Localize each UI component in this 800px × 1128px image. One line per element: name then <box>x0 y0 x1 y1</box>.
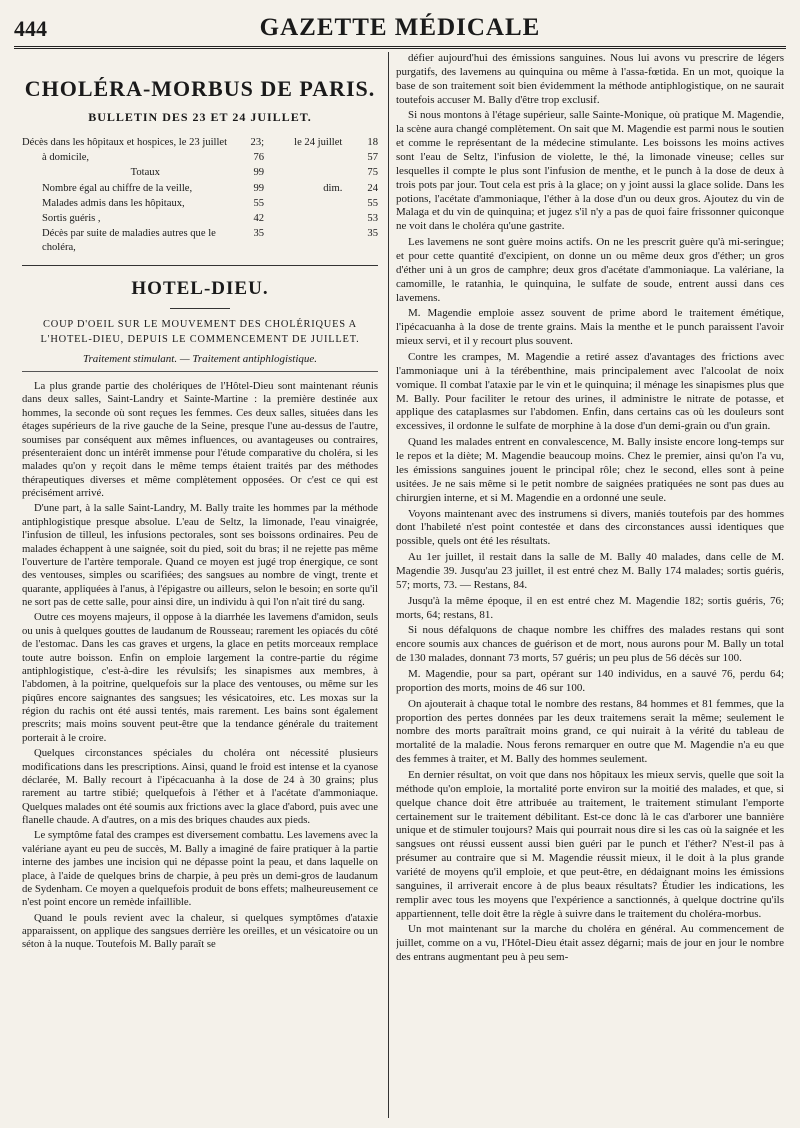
stats-value-23: 99 <box>253 167 265 179</box>
header-rule <box>14 46 786 49</box>
stats-mid: le 24 juillet <box>294 137 343 148</box>
stats-row <box>22 165 378 180</box>
stats-label: Décès par suite de maladies autres que le choléra, <box>42 228 216 253</box>
stats-value-23: 42 <box>253 213 265 225</box>
paragraph: Quand les malades entrent en convalescence, M. Bally insiste encore long-temps sur le repos et la diète; M. Magendie beaucoup moins. Chez le premier, ainsi qu'on l'a vu, les émissions sanguines jouent le principal rôle; chez le second, elles sont à peine usitées. Je ne sais même si le petit nombre de saignées pratiquées ne sont pas dues au chirurgien interne, et si M. Magendie en a ordonné une seule. <box>396 436 784 504</box>
stats-value-24: 75 <box>367 167 378 179</box>
paragraph: Quelques circonstances spéciales du choléra ont nécessité plusieurs modifications dans les prescriptions. Ainsi, quand le froid est intense et la cyanose déclarée, M. Bally recourt à l'ipécacuanha à la dose de 24 à 30 grains; plus rarement au tartre stibié; quelquefois à l'éther et à l'acétate d'ammoniaque. Quelques malades ont été soumis aux frictions avec la glace d'abord, puis avec une flanelle chaude. A d'autres, on a mis des briques chaudes aux pieds. <box>22 747 378 827</box>
bulletin-heading: BULLETIN DES 23 ET 24 JUILLET. <box>88 110 312 124</box>
stats-row <box>22 181 378 196</box>
stats-label: Malades admis dans les hôpitaux, <box>42 197 185 209</box>
paragraph: Voyons maintenant avec des instrumens si divers, maniés toutefois par des hommes dont l'habileté n'est point contestée et dans des circonstances aussi identiques que possible, quels ont été les résultats. <box>396 507 784 548</box>
paragraph: Contre les crampes, M. Magendie a retiré assez d'avantages des frictions avec l'ammoniaque uni à la térébenthine, mais principalement avec l'alcoolat de noix vomique. Il combat l'ataxie par le vin et le quinquina; il ménage les sinapismes plus que M. Bally. Pour faciliter le retour des urines, il administre le nitrate de potasse, et applique des cataplasmes sur l'abdomen. Enfin, dans certains cas où les douleurs sont excessives, il ordonne le sulfate de morphine à la dose d'un demi-grain ou d'un grain. <box>396 351 784 433</box>
stats-mid <box>264 196 342 211</box>
paragraph: défier aujourd'hui des émissions sanguines. Nous lui avons vu prescrire de légers purgatifs, des lavemens au quinquina ou même à l'assa-fœtida. En un mot, quoique la base de son traitement soit bien évidemment la méthode antiphlogistique, on ne saurait toutefois accuser M. Bally d'être trop exclusif. <box>396 52 784 106</box>
paragraph: M. Magendie, pour sa part, opérant sur 140 individus, en a sauvé 76, perdu 64; proportion des morts, moins de 46 sur 100. <box>396 667 784 694</box>
paragraph: Outre ces moyens majeurs, il oppose à la diarrhée les lavemens d'amidon, seuls ou unis à quelques gouttes de laudanum de Rousseau; rarement les opiacés du côté de l'estomac. Dans les cas graves et urgens, la glace en petits morceaux remplace toute autre boisson. Enfin on emploie largement la contre-partie du régime antiphlogistique, c'est-à-dire les révulsifs; les sinapismes aux membres, à l'abdomen, à la poitrine, quelquefois sur la place des ventouses, ou même sur les piqûres encore saignantes des sangsues; les vésicatoires, etc. Les moxas sur la région du rachis ont été aussi tentés, mais rarement. Les bains sont également prescrits; mais moins souvent peut-être que la tendance générale du traitement porterait à le croire. <box>22 611 378 744</box>
hotel-dieu-title: HOTEL-DIEU. <box>131 277 269 299</box>
stats-mid <box>264 211 342 226</box>
paragraph: On ajouterait à chaque total le nombre des restans, 84 hommes et 81 femmes, que la proportion des pertes données par les deux traitemens serait la même; seulement le nombre des morts paraîtrait moins grand, ce qui nuirait à la vérité du tableau de mortalité de la maladie. Nous ferons remarquer en outre que M. Magendie n'a eu que des femmes à traiter, et M. Bally des hommes seulement. <box>396 697 784 766</box>
cholera-title: CHOLÉRA-MORBUS DE PARIS. <box>24 76 376 101</box>
short-rule <box>170 308 230 309</box>
stats-mid: dim. <box>323 182 343 194</box>
stats-value-24: 53 <box>367 213 378 225</box>
right-column <box>396 52 784 1122</box>
stats-row <box>22 135 378 150</box>
stats-label: à domicile, <box>42 152 90 164</box>
stats-value-24: 35 <box>367 228 378 240</box>
stats-value-23: 99 <box>253 182 265 194</box>
paragraph: Un mot maintenant sur la marche du choléra en général. Au commencement de juillet, comme on a vu, l'Hôtel-Dieu était assez dégarni; mais de jour en jour le nombre des entrans augmentant peu à peu sem- <box>396 923 784 964</box>
stats-value-23: 76 <box>253 152 265 164</box>
stats-row <box>22 226 378 254</box>
left-body-text <box>22 380 378 952</box>
paragraph: Jusqu'à la même époque, il en est entré chez M. Magendie 182; sortis guéris, 76; morts, 64; restans, 81. <box>396 594 784 621</box>
stats-row <box>22 211 378 226</box>
stats-table <box>22 135 378 255</box>
paragraph: La plus grande partie des cholériques de l'Hôtel-Dieu sont maintenant réunis dans deux salles, Saint-Landry et Sainte-Martine : la première destinée aux hommes, la seconde où sont reçues les femmes. Ces deux salles, situées dans les étages supérieurs de la rive gauche de la Seine, presque l'une au-dessus de l'autre, soumises par conséquent aux mêmes influences, ou avantageuses ou contraires, présenteraient donc un intérêt immense pour l'étude comparative du choléra, si les malades qu'on y reçoit dans le même temps étaient traités par des méthodes thérapeutiques diverses et même complètement opposées. Or c'est ce qui est précisément arrivé. <box>22 380 378 500</box>
column-divider <box>388 52 389 1118</box>
stats-value-23: 23; <box>250 137 265 148</box>
page-header <box>14 12 786 48</box>
stats-value-24: 24 <box>367 182 378 194</box>
stats-value-24: 57 <box>367 152 378 164</box>
stats-row <box>22 196 378 211</box>
paragraph: Les lavemens ne sont guère moins actifs. On ne les prescrit guère qu'à mi-seringue; et pour cette quantité d'excipient, on donne un ou même deux gros d'éther; un gros d'éther uni à un gros de camphre; deux gros d'acétate d'ammoniaque. La valériane, la camomille, le ratanhia, le quinquina, le sulfate de soude, entrent aussi dans ces lavemens. <box>396 236 784 304</box>
stats-label: Totaux <box>130 167 160 179</box>
stats-mid <box>264 150 342 165</box>
masthead-title: GAZETTE MÉDICALE <box>259 14 541 41</box>
left-column <box>22 56 378 1120</box>
paragraph: Au 1er juillet, il restait dans la salle de M. Bally 40 malades, dans celle de M. Magendie 39. Jusqu'au 23 juillet, il est entré chez M. Bally 174 malades; sortis guéris, 57; morts, 73. — Restans, 84. <box>396 551 784 591</box>
paragraph: Le symptôme fatal des crampes est diversement combattu. Les lavemens avec la valériane ayant eu peu de succès, M. Bally a imaginé de faire pratiquer à la partie interne des jambes une incision qui ne dépasse point la peau, et dans laquelle on place, à l'aide de quelques brins de charpie, à peu près un demi-gros de laudanum de Sydenham. Ce moyen a quelquefois produit de bons effets; malheureusement ce n'est point encore un remède infaillible. <box>22 829 378 909</box>
page-number: 444 <box>14 16 47 41</box>
paragraph: M. Magendie emploie assez souvent de prime abord le traitement émétique, l'ipécacuanha à la dose de trente grains. Mais la menthe et le punch paraissent l'avoir mieux servi, et il y recourt plus souvent. <box>396 307 784 348</box>
paragraph: En dernier résultat, on voit que dans nos hôpitaux les mieux servis, quelle que soit la méthode qu'on emploie, la mortalité porte environ sur la moitié des malades, et que, si quelque chance doit être attribuée au traitement, le traitement stimulant l'emporte certainement sur le traitement débilitant. Est-ce donc là le cas d'arborer une bannière unique et de stimuler toujours? Mais qui pourrait nous dire si les cas où la saignée et les sangsues ont réussi eussent aussi bien guéri par le punch et l'éther? N'est-il pas à présumer au contraire que si M. Magendie réussit mieux, il le doit à la plus grande variété de moyens qu'il emploie, et que peut-être, en dédaignant moins les émissions sanguines, il arriverait encore à de plus beaux résultats? Étudier les indications, les remplir avec tous les moyens que l'expérience a sanctionnés, à quelque doctrine qu'ils appartiennent, telle doit être la règle à suivre dans le traitement du choléra-morbus. <box>396 768 784 920</box>
stats-value-23: 35 <box>253 228 265 240</box>
stats-label: Décès dans les hôpitaux et hospices, le 23 juillet <box>22 137 228 148</box>
stats-value-24: 18 <box>367 137 378 148</box>
stats-label: Nombre égal au chiffre de la veille, <box>42 182 193 194</box>
paragraph: Quand le pouls revient avec la chaleur, si quelques symptômes d'ataxie apparaissent, on applique des sangsues derrière les oreilles, et un vésicatoire ou un séton à la nuque. Toutefois M. Bally paraît se <box>22 911 378 951</box>
stats-value-23: 55 <box>253 197 265 209</box>
paragraph: Si nous défalquons de chaque nombre les chiffres des malades restans qui sont encore soumis aux chances de guérison et de mort, nous aurons pour M. Bally un total de 130 malades, donnant 73 morts, 57 guéris; un peu plus de 56 décès sur 100. <box>396 624 784 665</box>
stats-label: Sortis guéris , <box>42 213 101 225</box>
stats-row <box>22 150 378 165</box>
stats-mid <box>264 226 342 254</box>
paragraph: D'une part, à la salle Saint-Landry, M. Bally traite les hommes par la méthode antiphlogistique presque absolue. L'eau de Seltz, la limonade, l'eau vinaigrée, l'infusion de tilleul, les infusions pectorales, sont ses boissons ordinaires. Peu de malades échappent à une saignée, soit du pied, soit du bras; il ne rejette pas même l'ouverture de l'artère temporale. Quand ce moyen est jugé trop énergique, ce sont des ventouses, simples ou scarifiées; des sangsues au nombre de vingt, trente et quarante, appliquées à l'anus, à l'épigastre ou ailleurs, selon le besoin; en sorte qu'il ne sort pas de cette salle, pour ainsi dire, un individu à qui l'on n'ait tiré du sang. <box>22 502 378 609</box>
stats-mid <box>264 165 342 180</box>
stats-value-24: 55 <box>367 197 378 209</box>
section-separator <box>22 265 378 266</box>
right-body-text <box>396 52 784 965</box>
article-subtitle: COUP D'OEIL SUR LE MOUVEMENT DES CHOLÉRIQUES A L'HOTEL-DIEU, DEPUIS LE COMMENCEMENT DE JUILLET. <box>40 318 360 345</box>
treatment-subheading: Traitement stimulant. — Traitement antiphlogistique. <box>22 353 378 372</box>
paragraph: Si nous montons à l'étage supérieur, salle Sainte-Monique, où pratique M. Magendie, la scène aura changé complètement. On sait que M. Magendie est parmi nous le soutien et comme le représentant de la médecine stimulante. Les boissons les moins actives sont l'eau de Seltz, l'infusion de violette, le thé, la limonade vineuse; celles sur lesquelles il compte le plus sont l'infusion de menthe, et le punch à la dose de deux à trois pots par jour. Tout cela est pris à la glace; on y joint aussi la glace solide. Dans les potions, l'acétate d'ammoniaque, l'éther à la dose d'un ou deux gros. Ajoutez du vin de Malaga et du vin de quinquina; et jugez s'il n'y a pas de quoi faire frissonner quiconque ne voit dans le choléra qu'une gastrite. <box>396 109 784 233</box>
